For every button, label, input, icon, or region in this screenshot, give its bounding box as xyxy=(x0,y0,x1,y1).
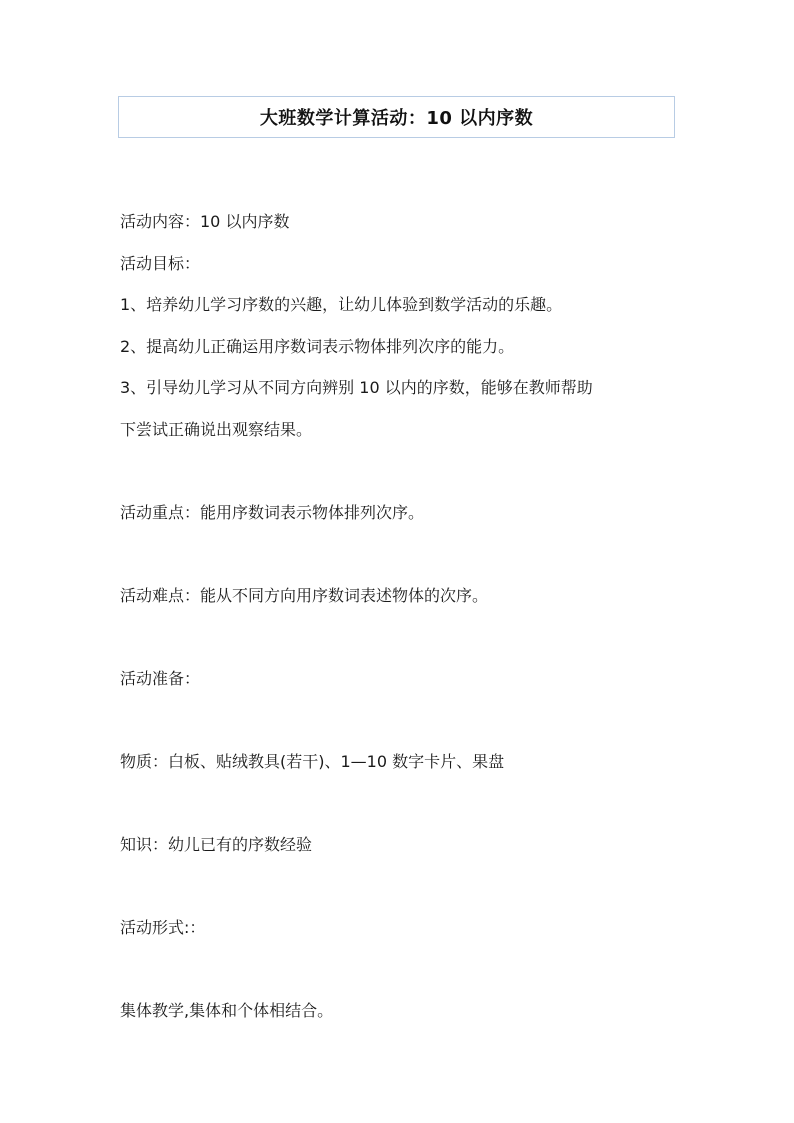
document-title: 大班数学计算活动：10 以内序数 xyxy=(259,108,534,129)
materials-line: 物质：白板、贴绒教具(若干)、1—10 数字卡片、果盘 xyxy=(120,752,505,771)
difficulty-line: 活动难点：能从不同方向用序数词表述物体的次序。 xyxy=(120,586,489,605)
goal-3-line: 3、引导幼儿学习从不同方向辨别 10 以内的序数，能够在教师帮助 xyxy=(120,378,593,397)
knowledge-line: 知识：幼儿已有的序数经验 xyxy=(120,835,313,854)
activity-content-line: 活动内容：10 以内序数 xyxy=(120,212,290,231)
activity-form-line: 集体教学,集体和个体相结合。 xyxy=(120,1001,334,1020)
goal-2-line: 2、提高幼儿正确运用序数词表示物体排列次序的能力。 xyxy=(120,337,515,356)
document-title-box xyxy=(118,96,675,138)
activity-form-heading: 活动形式:： xyxy=(120,918,206,937)
key-point-line: 活动重点：能用序数词表示物体排列次序。 xyxy=(120,503,425,522)
goal-3-continuation-line: 下尝试正确说出观察结果。 xyxy=(120,420,313,439)
activity-goals-heading: 活动目标： xyxy=(120,254,201,273)
preparation-heading: 活动准备： xyxy=(120,669,201,688)
goal-1-line: 1、培养幼儿学习序数的兴趣，让幼儿体验到数学活动的乐趣。 xyxy=(120,295,563,314)
